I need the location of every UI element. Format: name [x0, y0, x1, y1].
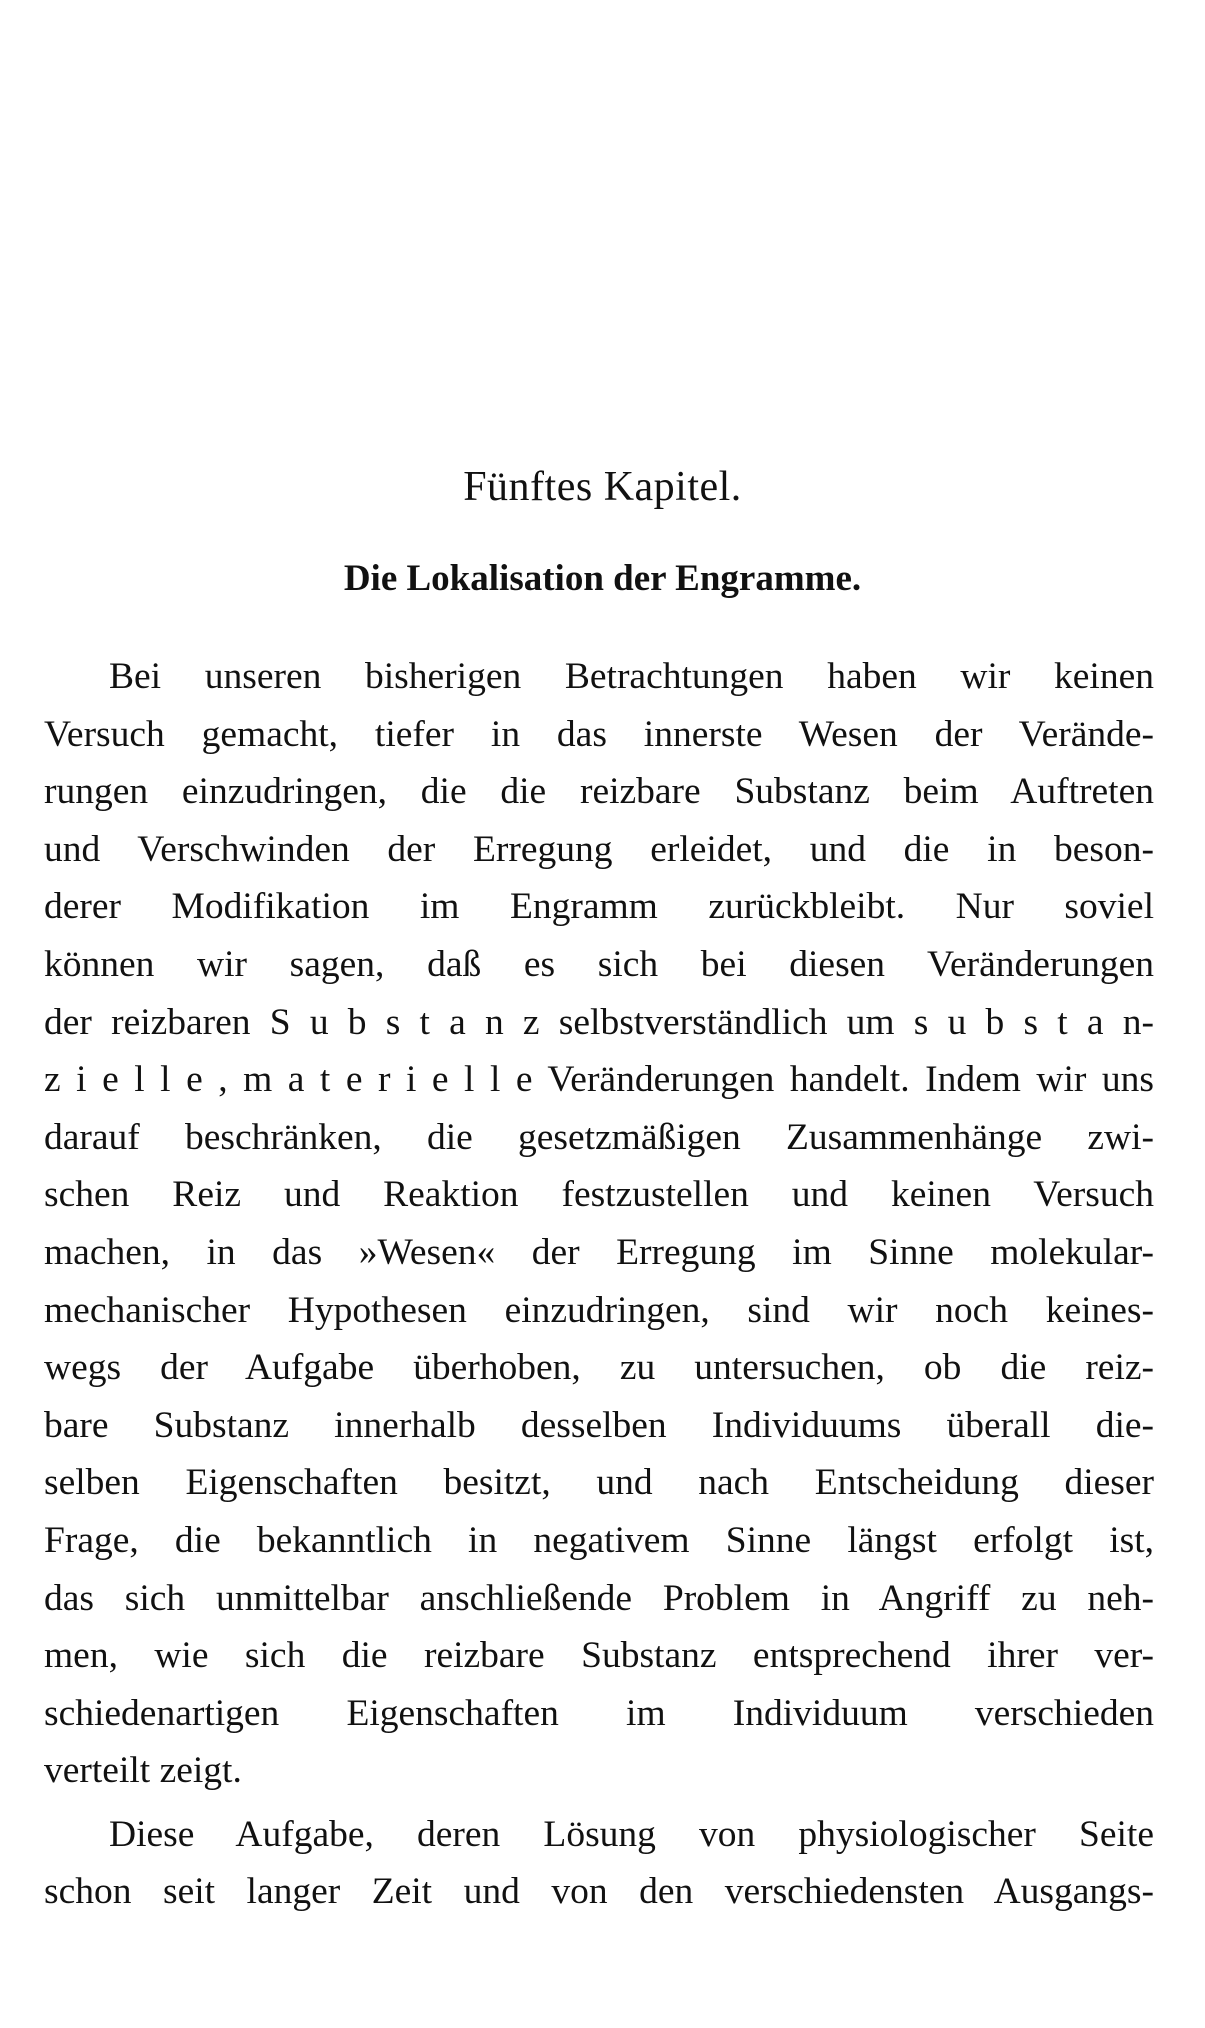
text-line: verteilt zeigt. [44, 1750, 242, 1792]
text-line: Bei unseren bisherigen Betrachtungen haben wir keinen [109, 656, 1154, 697]
paragraph-1 [44, 648, 1154, 1800]
text-line: selben Eigenschaften besitzt, und nach Entscheidung dieser [44, 1462, 1154, 1504]
text-line: derer Modifikation im Engramm zurückbleibt. Nur soviel [44, 886, 1154, 928]
text-line: Frage, die bekanntlich in negativem Sinne längst erfolgt ist, [44, 1519, 1154, 1561]
paragraph-2 [44, 1806, 1154, 1921]
chapter-label: Fünftes Kapitel. [463, 464, 742, 510]
text-line: darauf beschränken, die gesetzmäßigen Zusammenhänge zwi- [44, 1116, 1154, 1158]
chapter-title: Die Lokalisation der Engramme. [343, 558, 862, 599]
text-line: Versuch gemacht, tiefer in das innerste Wesen der Verände- [44, 713, 1154, 755]
text-line: mechanischer Hypothesen einzudringen, sind wir noch keines- [44, 1289, 1154, 1331]
text-line: können wir sagen, daß es sich bei diesen Veränderungen [44, 943, 1154, 985]
text-line: wegs der Aufgabe überhoben, zu untersuchen, ob die reiz- [44, 1347, 1154, 1389]
text-line: schiedenartigen Eigenschaften im Individuum verschieden [44, 1692, 1154, 1734]
text-line: schen Reiz und Reaktion festzustellen und keinen Versuch [44, 1174, 1154, 1216]
body-text [44, 648, 1154, 1921]
text-line: bare Substanz innerhalb desselben Individuums überall die- [44, 1404, 1154, 1446]
text-line: schon seit langer Zeit und von den verschiedensten Ausgangs- [44, 1871, 1154, 1913]
text-line: und Verschwinden der Erregung erleidet, und die in beson- [44, 828, 1154, 870]
text-line: Diese Aufgabe, deren Lösung von physiologischer Seite [109, 1813, 1154, 1855]
text-line: das sich unmittelbar anschließende Problem in Angriff zu neh- [44, 1577, 1154, 1619]
text-line: rungen einzudringen, die die reizbare Substanz beim Auftreten [44, 771, 1154, 813]
text-line: machen, in das »Wesen« der Erregung im Sinne molekular- [44, 1231, 1154, 1273]
text-line: men, wie sich die reizbare Substanz entsprechend ihrer ver- [44, 1635, 1154, 1677]
text-line: der reizbaren S u b s t a n z selbstverständlich um s u b s t a n- [44, 1001, 1154, 1043]
text-line: z i e l l e , m a t e r i e l l e Veränderungen handelt. Indem wir uns [44, 1059, 1154, 1101]
